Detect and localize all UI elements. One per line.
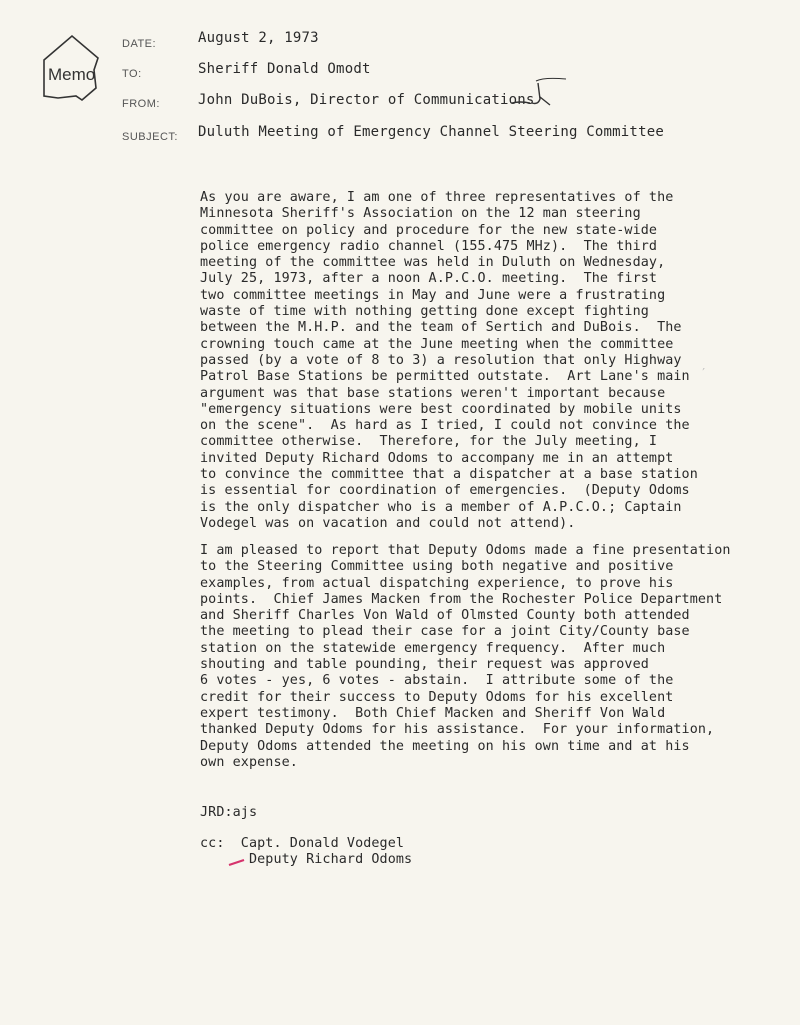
signature-initials <box>508 75 568 109</box>
date-value: August 2, 1973 <box>198 30 319 46</box>
from-value: John DuBois, Director of Communications <box>198 92 535 108</box>
subject-label: SUBJECT: <box>122 131 178 143</box>
from-label: FROM: <box>122 98 160 110</box>
body-paragraph-1: As you are aware, I am one of three representatives of the Minnesota Sheriff's Association on the 12 man steering committee on policy and procedure for the new state-wide police emergency radio channel (155.475 MHz). The third meeting of the committee was held in Duluth on Wednesday, July 25, 1973, after a noon A.P.C.O. meeting. The first two committee meetings in May and June were a frustrating waste of time with nothing getting done except fighting between the M.H.P. and the team of Sertich and DuBois. The crowning touch came at the June meeting when the committee passed (by a vote of 8 to 3) a resolution that only Highway Patrol Base Stations be permitted outstate. Art Lane's main argument was that base stations weren't important because "emergency situations were best coordinated by mobile units on the scene". As hard as I tried, I could not convince the committee otherwise. Therefore, for the July meeting, I invited Deputy Richard Odoms to accompany me in an attempt to convince the committee that a dispatcher at a base station is essential for coordination of emergencies. (Deputy Odoms is the only dispatcher who is a member of A.P.C.O.; Captain Vodegel was on vacation and could not attend). <box>200 190 698 531</box>
body-paragraph-2: I am pleased to report that Deputy Odoms made a fine presentation to the Steering Committee using both negative and positive examples, from actual dispatching experience, to prove his points. Chief James Macken from the Rochester Police Department and Sheriff Charles Von Wald of Olmsted County both attended the meeting to plead their case for a joint City/County base station on the statewide emergency frequency. After much shouting and table pounding, their request was approved 6 votes - yes, 6 votes - abstain. I attribute some of the credit for their success to Deputy Odoms for his excellent expert testimony. Both Chief Macken and Sheriff Von Wald thanked Deputy Odoms for his assistance. For your information, Deputy Odoms attended the meeting on his own time and at his own expense. <box>200 543 731 770</box>
memo-logo-text: Memo <box>48 65 96 84</box>
memo-logo <box>38 30 110 110</box>
initials: JRD:ajs <box>200 805 258 820</box>
subject-value: Duluth Meeting of Emergency Channel Steering Committee <box>198 124 664 140</box>
cc-list: cc: Capt. Donald Vodegel Deputy Richard Odoms <box>200 836 413 868</box>
to-label: TO: <box>122 68 142 80</box>
to-value: Sheriff Donald Omodt <box>198 61 371 77</box>
pen-check-mark <box>228 852 246 862</box>
margin-mark: ′ <box>700 366 708 380</box>
date-label: DATE: <box>122 38 157 50</box>
